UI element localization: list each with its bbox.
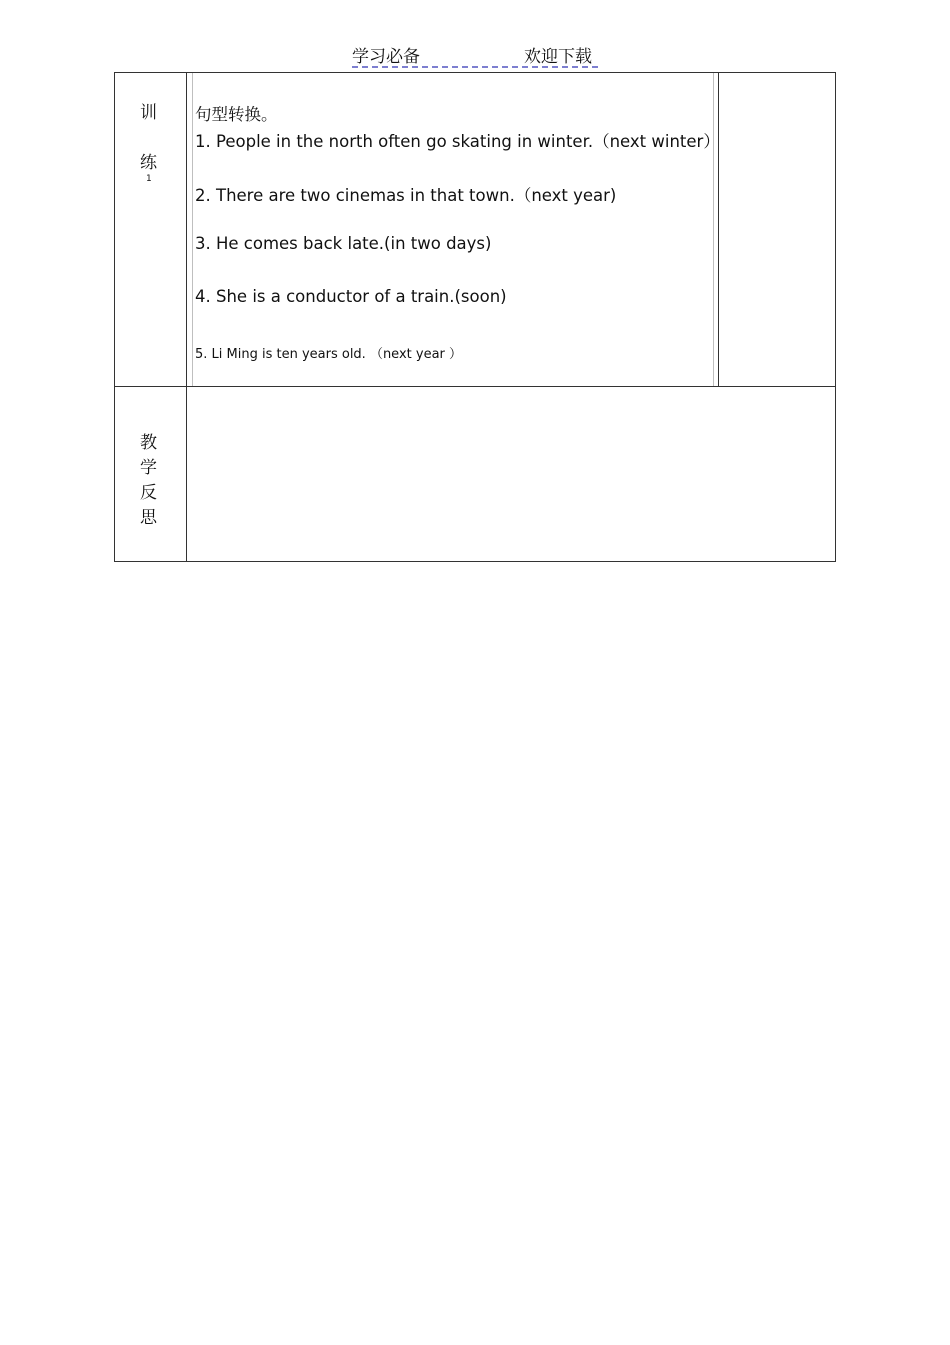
exercise-item-5: 5. Li Ming is ten years old. （next year ） xyxy=(195,347,463,362)
training-label-number: 1 xyxy=(146,174,152,184)
reflection-label-char-4: 思 xyxy=(140,508,157,528)
training-label-char-2: 练 xyxy=(140,153,157,173)
exercise-item-2: 2. There are two cinemas in that town.（next year) xyxy=(195,186,617,205)
worksheet-table xyxy=(114,72,836,562)
exercise-item-1: 1. People in the north often go skating in winter.（next winter） xyxy=(195,132,720,151)
row-divider xyxy=(115,386,835,387)
content-inner-border-left xyxy=(192,73,193,386)
reflection-label-char-1: 教 xyxy=(140,433,157,453)
exercise-item-4: 4. She is a conductor of a train.(soon) xyxy=(195,287,507,306)
header-right-text: 欢迎下载 xyxy=(524,47,592,67)
training-label-char-1: 训 xyxy=(140,103,157,123)
header-left-text: 学习必备 xyxy=(352,47,420,67)
exercise-title: 句型转换。 xyxy=(195,105,278,124)
reflection-label-char-3: 反 xyxy=(140,483,157,503)
reflection-label-char-2: 学 xyxy=(140,458,157,478)
label-column-divider xyxy=(186,73,187,561)
content-inner-border-right xyxy=(713,73,714,386)
right-column-divider xyxy=(718,73,719,386)
exercise-item-3: 3. He comes back late.(in two days) xyxy=(195,234,492,253)
page-header xyxy=(352,40,598,68)
